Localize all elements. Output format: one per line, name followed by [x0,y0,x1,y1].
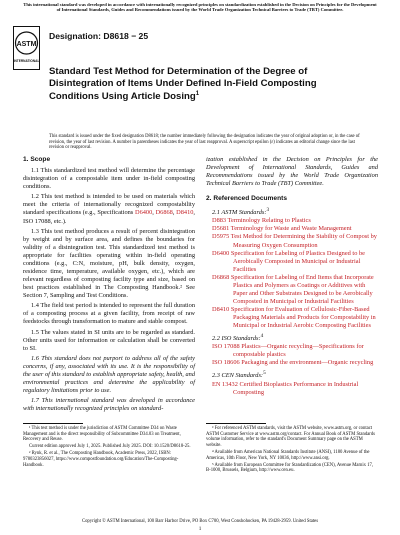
ref-link-d8410[interactable]: D8410 [176,209,194,217]
footnotes-right [206,426,378,475]
svg-text:INTERNATIONAL: INTERNATIONAL [13,59,40,63]
scope-1-2-text: 1.2 This test method is intended to be used on materials which meet the criteria of internationally recognized compostability standard specifications (e.g., Specifications [23,193,195,217]
scope-1-7-continued: ization established in the Decision on Principles for the Development of International Standards, Guides and Recommendations issued by the World Trade Organization Technical Barriers to Trade (TBT) Committee. [206,156,378,188]
ref-link-d6400[interactable]: D6400 [134,209,153,217]
right-column [206,156,378,397]
footnote: ⁴ Available from American National Standards Institute (ANSI), 1180 Avenue of the Americas, 10th Floor, New York, NY 10036, http://www.ansi.org. [206,450,370,461]
cen-reference-list [206,381,378,397]
footnote: ¹ This test method is under the jurisdiction of ASTM Committee D34 on Waste Management and is the direct responsibility of Subcommittee D34.03 on Treatment, Recovery and Reuse. [23,426,181,443]
reference-item[interactable]: D883 Terminology Relating to Plastics [212,217,311,225]
left-column [23,156,195,416]
scope-1-7: 1.7 This international standard was developed in accordance with internationally recognized principles on standard- [23,397,195,413]
scope-heading: 1. Scope [23,156,51,163]
issuance-note: This standard is issued under the fixed designation D8618; the number immediately following the designation indicates the year of original adoption or, in the case of revision, the year of last revision. A number in parentheses indicates the year of last reapproval. A superscript epsilon (ε) indicates an editorial change since the last revision or reapproval. [49,134,360,151]
title-text: Standard Test Method for Determination of the Degree of Disintegration of Items Under Defined In-Field Composting Conditions Using Article Dosing [49,66,317,103]
scope-1-2: 1.2 This test method is intended to be used on materials which meet the criteria of internationally recognized compostability standard specifications (e.g., Specifications D6400, D6868, D8410, ISO 17088, etc.). [23,193,196,225]
scope-1-5: 1.5 The values stated in SI units are to be regarded as standard. Other units used for information or calculation shall be converted to SI. [23,328,195,352]
iso-reference-list [206,343,378,367]
reference-item[interactable]: ISO 18606 Packaging and the environment—Organic recycling [212,359,374,367]
references-heading: 2. Referenced Documents [206,195,287,203]
footnotes-left [23,426,195,469]
ref-link-d6868[interactable]: D6868 [155,209,173,217]
footnote: ⁵ Available from European Committee for Standardization (CEN), Avenue Marnix 17, B-1000, Brussels, Belgium, http://www.cen.eu. [206,462,374,474]
svg-text:ASTM: ASTM [16,41,37,48]
footnote-divider-right [206,423,266,424]
wto-notice: This international standard was developed in accordance with internationally recognized principles on standardization established in the Decision on Principles for the Development of International Standards, Guides and Recommendations issued by the World Trade Organization Technical Barriers to Trade (TBT) Committee. [23,2,377,13]
reference-item[interactable]: D5975 Test Method for Determining the Stability of Compost by Measuring Oxygen Consumption [212,233,377,249]
scope-1-1: 1.1 This standardized test method will determine the percentage disintegration of a compostable item under in-field composting conditions. [23,167,195,191]
reference-item[interactable]: D6400 Specification for Labeling of Plastics Designed to be Aerobically Composted in Municipal or Industrial Facilities [212,249,365,273]
designation: Designation: D8618 − 25 [49,31,149,41]
footnote: ³ For referenced ASTM standards, visit the ASTM website, www.astm.org, or contact ASTM Customer Service at www.astm.org/contact. For Annual Book of ASTM Standards volume information, refer to the standard's Document Summary page on the ASTM website. [206,426,375,449]
astm-standards-label: 2.1 ASTM Standards:$^3$ [212,207,270,217]
astm-reference-list [206,217,378,330]
footnote: ² Rynk, R. et al., The Composting Handbook, Academic Press, 2022, ISBN: 9780323856027, https://www.compostfoundation.org/Education/The-Composting-Handbook. [23,451,179,468]
reference-item[interactable]: EN 13432 Certified Bioplastics Performance in Industrial Composting [212,380,359,396]
reference-item[interactable]: D6868 Specification for Labeling of End Items that Incorporate Plastics and Polymers as Coatings or Additives with Paper and Other Substrates Designed to be Aerobically Composted in Municipal or Industrial Facilities [212,273,374,305]
document-title [49,66,364,103]
reference-item[interactable]: D8410 Specification for Evaluation of Cellulosic-Fiber-Based Packaging Materials and Products for Compostability in Municipal or Industrial Aerobic Composting Facilities [212,305,376,329]
page-number: 1 [198,526,202,532]
reference-item[interactable]: D5681 Terminology for Waste and Waste Management [212,225,352,233]
scope-1-2-tail: , ISO 17088, etc.). [23,209,196,225]
scope-1-6: 1.6 This standard does not purport to address all of the safety concerns, if any, associated with its use. It is the responsibility of the user of this standard to establish appropriate safety, health, and environmental practices and determine the applicability of regulatory limitations prior to use. [23,355,195,395]
scope-1-4: 1.4 The field test period is intended to represent the full duration of a composting process at a given facility, from receipt of raw feedstocks through transformation to mature and stable compost. [23,302,195,326]
reference-item[interactable]: ISO 17088 Plastics—Organic recycling—Specifications for compostable plastics [212,343,364,359]
copyright-line: Copyright © ASTM International, 100 Barr Harbor Drive, PO Box C700, West Conshohocken, PA 19428-2959. United States [81,519,319,524]
footnote: Current edition approved July 1, 2025. Published July 2025. DOI: 10.1520/D8618-25. [29,444,191,450]
astm-logo [13,26,40,70]
scope-1-3: 1.3 This test method produces a result of percent disintegration by weight and by surface area, and defines the boundaries for validity of a disintegration test. This standardized test method is appropriate for facilities operating within in-field operating conditions (e.g., C:N, moisture, pH, bulk density, oxygen, residence time, temperature, available oxygen, etc.), which are relevant regardless of composting facility type and size, based on best practices established in The Composting Handbook.² See Section 7, Sampling and Test Conditions. [23,227,195,300]
iso-standards-label: 2.2 ISO Standards:$^4$ [212,333,264,343]
title-footnote-marker: 1 [195,91,200,98]
cen-standards-label: 2.3 CEN Standards:$^5$ [212,370,266,380]
footnote-divider-left [23,423,83,424]
